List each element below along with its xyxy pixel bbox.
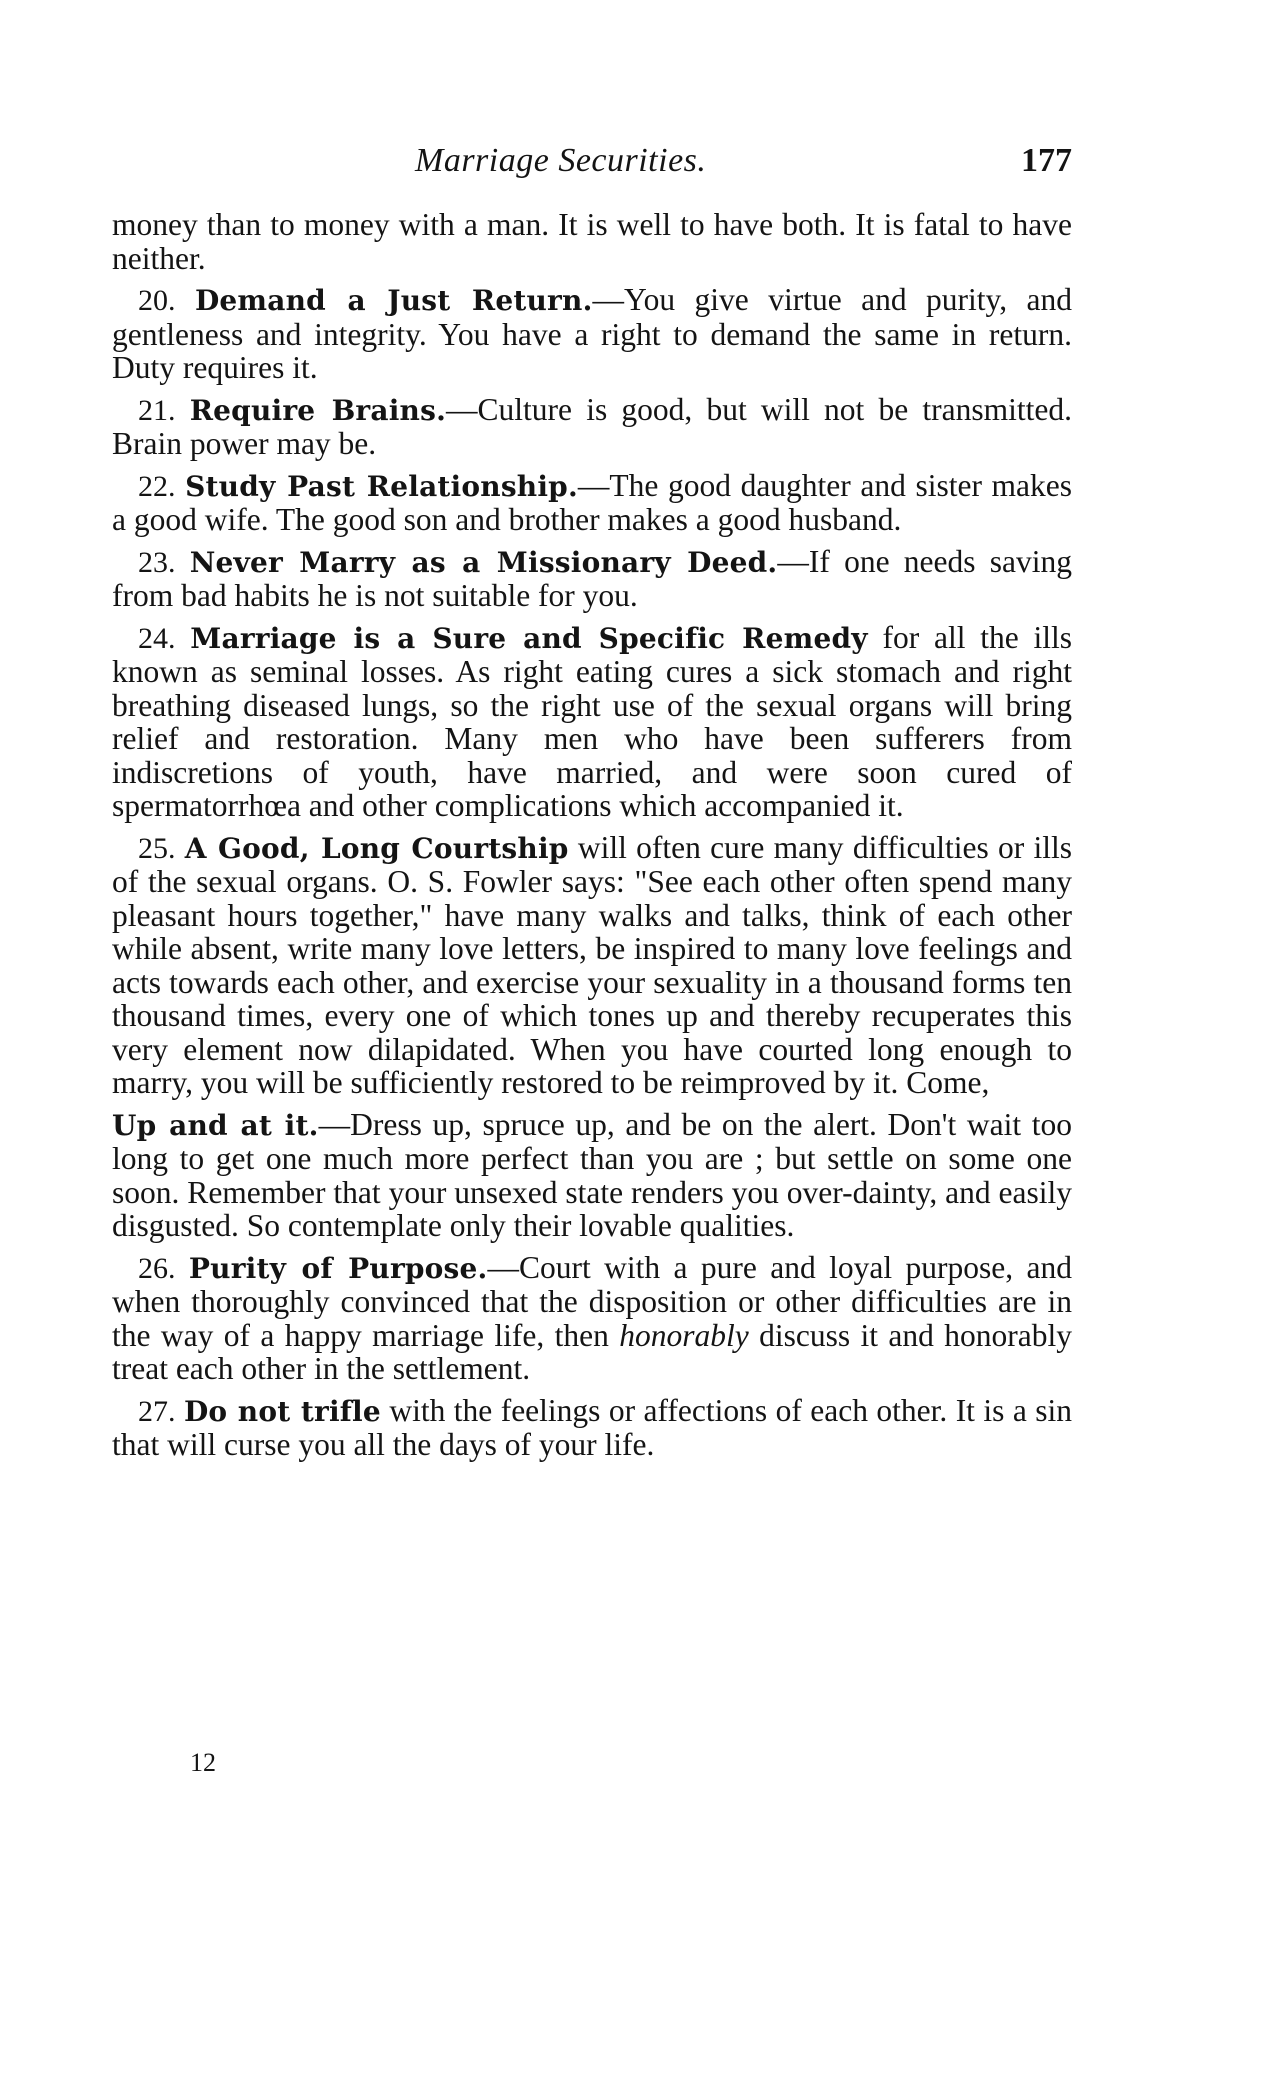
paragraph-text: discuss it and honorably treat each other in the settlement. [112, 1317, 1072, 1386]
section-20 [112, 283, 1072, 385]
paragraph-text: with the feelings or affections of each other. It is a sin that will curse you all the days of your life. [112, 1392, 1072, 1462]
paragraph-text: —The good daughter and sister makes a good wife. The good son and brother makes a good husband. [112, 467, 1073, 537]
section-23 [112, 545, 1072, 613]
paragraph-text: —Dress up, spruce up, and be on the alert. Don't wait too long to get one much more perfect than you are ; but settle on some one soon. Remember that your unsexed state renders you over-dainty, and easily disgusted. So contemplate only their lovable qualities. [112, 1106, 1072, 1243]
continuation-paragraph [112, 208, 1072, 275]
paragraph-text: money than to money with a man. It is well to have both. It is fatal to have neither. [112, 207, 1072, 276]
page-header [112, 142, 1072, 192]
section-heading: A Good, Long Courtship [184, 831, 569, 865]
section-number: 25. [138, 831, 176, 865]
paragraph-text: —Culture is good, but will not be transmitted. Brain power may be. [112, 391, 1072, 461]
signature-mark: 12 [190, 1748, 216, 1777]
section-27 [112, 1394, 1072, 1462]
emphasized-word: honorably [619, 1317, 749, 1353]
paragraph-text: —You give virtue and purity, and gentleness and integrity. You have a right to demand the same in return. Duty requires it. [112, 282, 1073, 385]
section-heading: Up and at it. [112, 1108, 319, 1142]
section-22 [112, 469, 1072, 537]
body-text [112, 208, 1072, 1470]
section-number: 23. [138, 545, 176, 579]
section-24 [112, 621, 1072, 823]
section-number: 20. [138, 284, 176, 317]
section-heading: Never Marry as a Missionary Deed. [189, 545, 778, 579]
section-heading: Purity of Purpose. [188, 1251, 488, 1285]
section-heading: Do not trifle [183, 1394, 381, 1428]
section-25 [112, 831, 1072, 1100]
section-heading: Marriage is a Sure and Specific Remedy [190, 621, 868, 655]
section-number: 26. [138, 1251, 176, 1285]
section-number: 22. [138, 469, 176, 503]
section-26 [112, 1251, 1072, 1386]
section-number: 24. [138, 621, 176, 655]
section-up-and-at-it [112, 1108, 1072, 1243]
section-number: 27. [138, 1394, 176, 1428]
section-heading: Demand a Just Return. [194, 284, 593, 317]
section-heading: Require Brains. [189, 393, 447, 427]
section-21 [112, 393, 1072, 461]
paragraph-text: —Court with a pure and loyal purpose, and when thoroughly convinced that the disposition or other difficulties are in the way of a happy marriage life, then [112, 1249, 1072, 1353]
section-heading: Study Past Relationship. [185, 469, 578, 503]
page-number: 177 [1021, 142, 1072, 179]
paragraph-text: will often cure many difficulties or ills of the sexual organs. O. S. Fowler says: "See each other often spend many pleasant hours together," have many walks and talks, think of each other while absent, write many love letters, be inspired to many love feelings and acts towards each other, and exercise your sexuality in a thousand forms ten thousand times, every one of which tones up and thereby recuperates this very element now dilapidated. When you have courted long enough to marry, you will be sufficiently restored to be reimproved by it. Come, [112, 829, 1072, 1100]
running-title: Marriage Securities. [415, 142, 707, 179]
paragraph-text: —If one needs saving from bad habits he is not suitable for you. [112, 543, 1073, 613]
section-number: 21. [138, 393, 176, 427]
paragraph-text: for all the ills known as seminal losses. As right eating cures a sick stomach and right breathing diseased lungs, so the right use of the sexual organs will bring relief and restoration. Many men who have been sufferers from indiscretions of youth, have married, and were soon cured of spermatorrhœa and other complications which accompanied it. [112, 619, 1073, 823]
